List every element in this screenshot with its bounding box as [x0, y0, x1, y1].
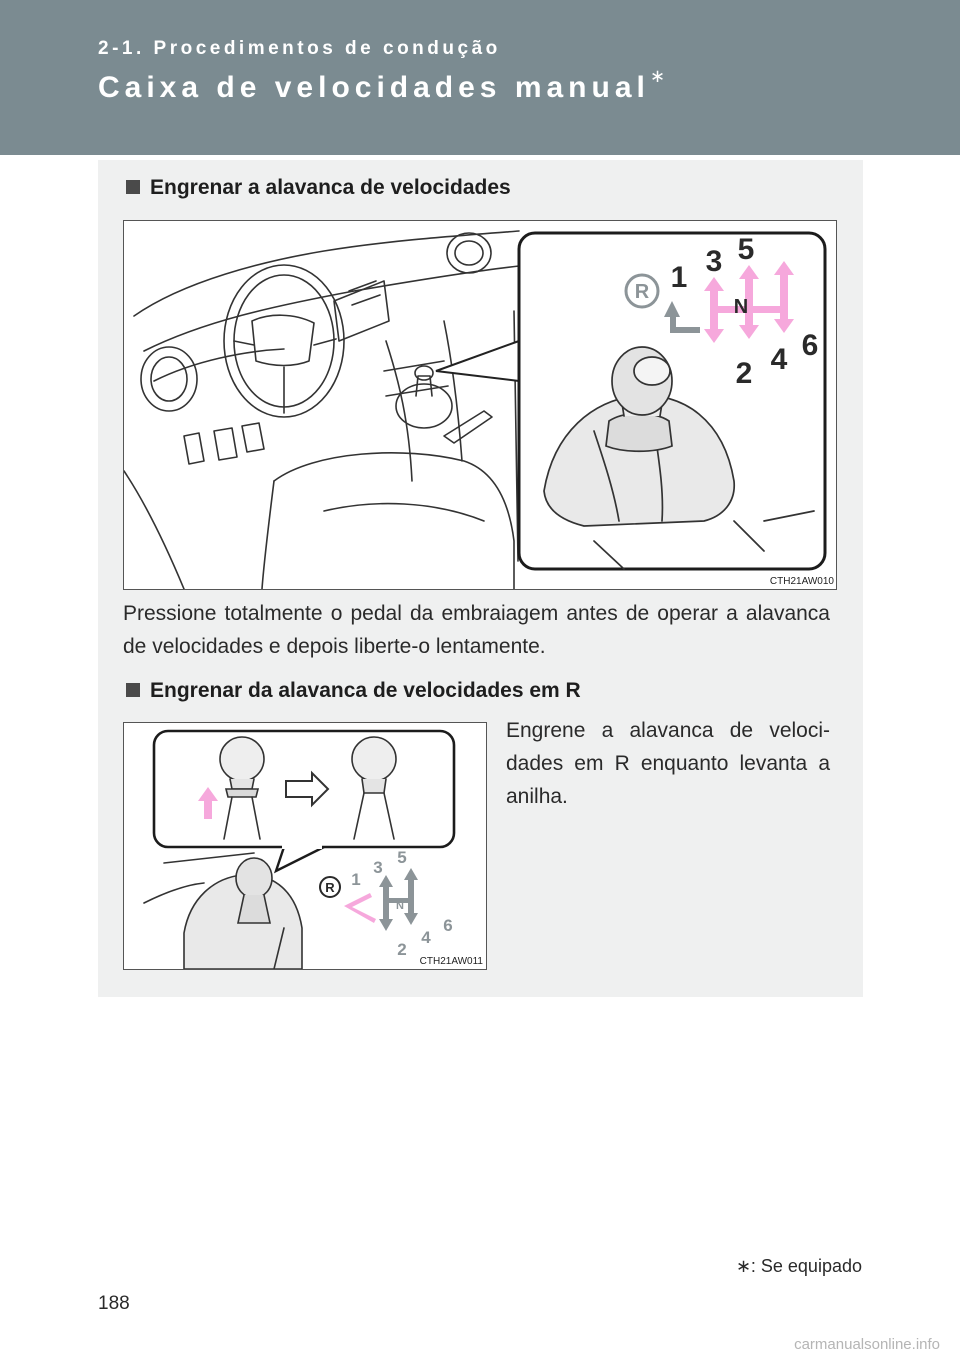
gear-label-n-small: N: [396, 900, 404, 912]
section-heading-reverse: [126, 679, 581, 703]
paragraph-reverse: Engrene a alavanca de veloci-dades em R enquanto levanta a anilha.: [506, 719, 830, 808]
gear-label-1-small: 1: [351, 870, 361, 889]
reverse-illustration: [124, 723, 486, 969]
bullet-square-icon: [126, 683, 140, 697]
footnote-equipped: ∗: Se equipado: [735, 1256, 862, 1276]
page-title: [98, 66, 665, 105]
section-label: 2-1. Procedimentos de condução: [98, 38, 501, 59]
gear-label-5: 5: [737, 233, 755, 266]
gear-label-2: 2: [735, 357, 753, 390]
gear-label-3: 3: [705, 245, 723, 278]
cabin-illustration: [124, 221, 836, 589]
gear-label-4: 4: [770, 343, 788, 376]
gear-label-6-small: 6: [443, 916, 453, 935]
gear-label-5-small: 5: [397, 848, 407, 867]
figure-code: CTH21AW011: [419, 956, 483, 967]
gear-label-3-small: 3: [373, 858, 383, 877]
bullet-square-icon: [126, 180, 140, 194]
gear-label-n: N: [733, 296, 749, 318]
figure-code: CTH21AW010: [769, 576, 834, 587]
section-heading-text: Engrenar a alavanca de velocidades: [150, 176, 511, 199]
figure-gear-shift-cabin: [123, 220, 837, 590]
title-asterisk: ∗: [649, 66, 665, 86]
gear-label-1: 1: [670, 261, 688, 294]
page-title-text: Caixa de velocidades manual: [98, 71, 650, 104]
gear-label-2-small: 2: [397, 940, 407, 959]
gear-label-4-small: 4: [421, 928, 431, 947]
section-heading-text: Engrenar da alavanca de velocidades em R: [150, 679, 581, 702]
page-header: [0, 0, 960, 155]
section-heading-engage: [126, 176, 511, 200]
gear-label-r: R: [634, 281, 650, 303]
watermark: carmanualsonline.info: [794, 1336, 940, 1353]
page-number: 188: [98, 1293, 130, 1314]
gear-label-6: 6: [801, 329, 819, 362]
gear-label-r-small: R: [325, 880, 335, 895]
figure-reverse-shift: [123, 722, 487, 970]
paragraph-clutch: Pressione totalmente o pedal da embraiagem antes de operar a alavanca de velocidades e depois liberte-o lentamente.: [123, 602, 830, 658]
